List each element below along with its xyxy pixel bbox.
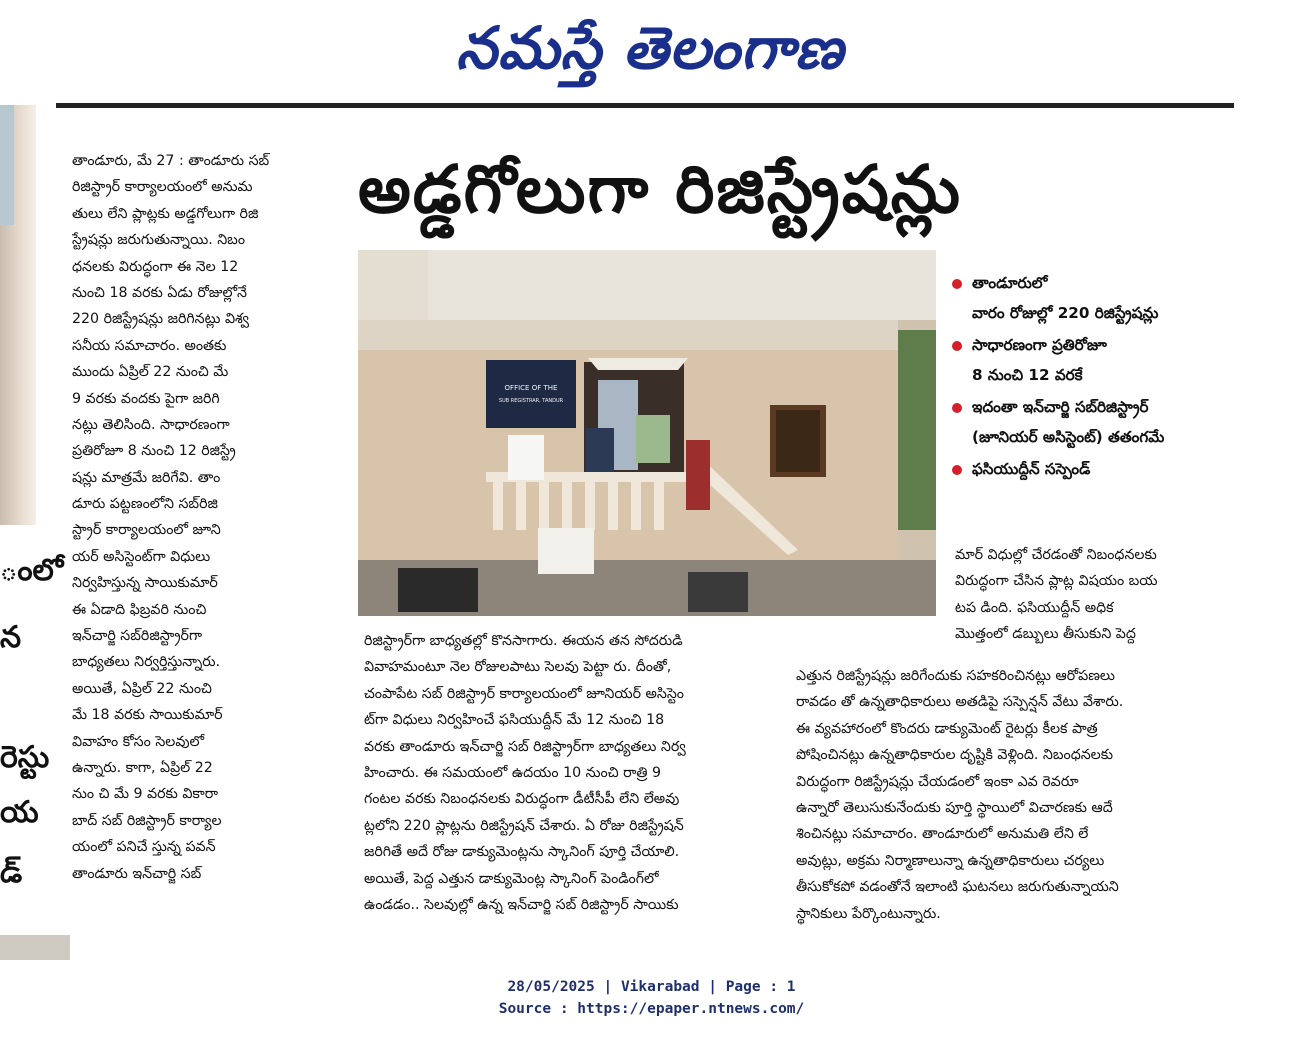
- article-text-line: విరుద్ధంగా చేసిన ప్లాట్ల విషయం బయ: [955, 573, 1158, 590]
- highlight-item: ఇదంతా ఇన్‌చార్జి సబ్‌రిజిస్ట్రార్ (జూనియర్ అసిస్టెంట్) తతంగమే: [950, 392, 1240, 452]
- article-text-line: నట్లు తెలిసింది. సాధారణంగా: [72, 416, 230, 433]
- article-text-line: అయితే, పెద్ద ఎత్తున డాక్యుమెంట్ల స్కానింగ్ పెండింగ్‌లో: [364, 870, 659, 887]
- article-text-line: డూరు పట్టణంలోని సబ్‌రిజి: [72, 496, 218, 513]
- article-text-line: వివాహం కోసం సెలవులో: [72, 733, 205, 750]
- bullet-dot-icon: [952, 341, 962, 351]
- article-text-line: ట్‌గా విధులు నిర్వహించే ఫసియుద్దీన్ మే 12 నుంచి 18: [364, 712, 665, 729]
- bullet-dot-icon: [952, 279, 962, 289]
- article-text-line: ఉన్నారో తెలుసుకునేందుకు పూర్తి స్థాయిలో విచారణకు ఆదే: [796, 799, 1113, 816]
- article-text-line: ఎత్తున రిజిస్ట్రేషన్లు జరిగేందుకు సహకరించినట్లు ఆరోపణలు: [796, 668, 1115, 684]
- article-text-line: యర్ అసిస్టెంట్‌గా విధులు: [72, 548, 211, 565]
- article-text-line: నుం చి మే 9 వరకు వికారా: [72, 786, 219, 803]
- article-column-middle: [364, 628, 772, 918]
- left-clipped-word: ంలో: [0, 553, 64, 588]
- article-text-line: స్థానికులు పేర్కొంటున్నారు.: [796, 905, 941, 922]
- article-text-line: చంపాపేట సబ్ రిజిస్ట్రార్ కార్యాలయంలో జూనియర్ అసిస్టెం: [364, 685, 684, 702]
- article-column-right-top: [955, 542, 1231, 648]
- article-text-line: స్ట్రేషన్లు జరుగుతున్నాయి. నిబం: [72, 232, 246, 249]
- building-photo-illustration: [358, 250, 936, 616]
- article-text-line: షన్లు మాత్రమే జరిగేవి. తాం: [72, 469, 221, 486]
- highlight-item: ఫసియుద్దీన్ సస్పెండ్: [950, 454, 1240, 484]
- footer-date-line: 28/05/2025 | Vikarabad | Page : 1: [507, 979, 796, 995]
- photo-board-line-2: SUB REGISTRAR, TANDUR: [498, 398, 564, 404]
- article-text-line: ఉండడం.. సెలవుల్లో ఉన్న ఇన్‌చార్జి సబ్ రిజిస్ట్రార్ సాయికు: [364, 896, 679, 913]
- article-text-line: బాధ్యతలు నిర్వర్తిస్తున్నారు.: [72, 654, 221, 671]
- article-headline: అడ్డగోలుగా రిజిస్ట్రేషన్లు: [358, 151, 962, 228]
- article-text-line: పోషించినట్లు ఉన్నతాధికారుల దృష్టికి వెళ్లింది. నిబంధనలకు: [796, 747, 1114, 764]
- article-text-line: ఉన్నారు. కాగా, ఏప్రిల్ 22: [72, 759, 213, 776]
- masthead-logo: నమస్తే తెలంగాణ: [456, 14, 844, 82]
- article-text-line: తీసుకోకపో వడంతోనే ఇలాంటి ఘటనలు జరుగుతున్నాయని: [796, 879, 1119, 896]
- article-text-line: శించినట్లు సమాచారం. తాండూరులో అనుమతి లేని లే: [796, 826, 1089, 843]
- article-text-line: టప డింది. ఫసియుద్దీన్ అధిక: [955, 599, 1114, 616]
- highlight-item: తాండూరులో వారం రోజుల్లో 220 రిజిస్ట్రేషన్లు: [950, 268, 1240, 328]
- highlights-box: [950, 268, 1240, 486]
- article-text-line: ముందు ఏప్రిల్ 22 నుంచి మే: [72, 364, 229, 381]
- article-text-line: 220 రిజిస్ట్రేషన్లు జరిగినట్లు విశ్వ: [72, 311, 250, 328]
- bullet-dot-icon: [952, 403, 962, 413]
- article-text-line: హించారు. ఈ సమయంలో ఉదయం 10 నుంచి రాత్రి 9: [364, 764, 662, 781]
- left-clipped-word: రెస్టు: [0, 740, 50, 775]
- article-text-line: అయితే, ఏప్రిల్ 22 నుంచి: [72, 680, 212, 697]
- highlight-item: సాధారణంగా ప్రతిరోజూ 8 నుంచి 12 వరకే: [950, 330, 1240, 390]
- article-text-line: 9 వరకు వందకు పైగా జరిగి: [72, 390, 220, 407]
- article-photo: [358, 250, 936, 616]
- article-text-line: సనీయ సమాచారం. అంతకు: [72, 337, 227, 354]
- article-text-line: ఈ వ్యవహారంలో కొందరు డాక్యుమెంట్ రైటర్లు కీలక పాత్ర: [796, 720, 1098, 737]
- article-text-line: అవుట్లు, అక్రమ నిర్మాణాలున్నా ఉన్నతాధికారులు చర్యలు: [796, 852, 1105, 869]
- left-clipped-photo-bottom: [0, 935, 70, 960]
- article-text-line: తాండూరు, మే 27 : తాండూరు సబ్: [72, 153, 270, 169]
- left-clipped-word: న: [0, 620, 22, 655]
- article-text-line: ప్రతిరోజూ 8 నుంచి 12 రిజిస్ట్రే: [72, 443, 236, 460]
- page-footer: [0, 976, 1303, 1020]
- bullet-dot-icon: [952, 465, 962, 475]
- article-text-line: బాద్ సబ్ రిజిస్ట్రార్ కార్యాల: [72, 812, 222, 829]
- left-clipped-article: [0, 105, 70, 960]
- article-text-line: రిజిస్ట్రార్ కార్యాలయంలో అనుమ: [72, 179, 253, 196]
- article-text-line: తాండూరు ఇన్‌చార్జి సబ్: [72, 865, 202, 882]
- article-text-line: రిజిస్ట్రార్‌గా బాధ్యతల్లో కొనసాగారు. ఈయన తన సోదరుడి: [364, 633, 683, 649]
- article-text-line: స్ట్రార్ కార్యాలయంలో జూని: [72, 522, 221, 539]
- article-text-line: నుంచి 18 వరకు ఏడు రోజుల్లోనే: [72, 284, 248, 301]
- article-text-line: యంలో పనిచే స్తున్న పవన్: [72, 839, 216, 856]
- left-clipped-word: డ్: [0, 855, 23, 890]
- left-clipped-word: య: [0, 795, 39, 830]
- photo-board-line-1: OFFICE OF THE: [504, 384, 558, 392]
- article-text-line: ఈ ఏడాది ఫిబ్రవరి నుంచి: [72, 601, 207, 618]
- article-text-line: ట్లలోని 220 ప్లాట్లను రిజిస్ట్రేషన్ చేశారు. ఏ రోజు రిజిస్ట్రేషన్: [364, 817, 684, 834]
- article-text-line: నిర్వహిస్తున్న సాయికుమార్: [72, 575, 218, 592]
- article-column-left: [72, 148, 354, 887]
- masthead-rule: [56, 103, 1234, 108]
- article-text-line: ఇన్‌చార్జి సబ్‌రిజిస్ట్రార్‌గా: [72, 628, 203, 645]
- article-text-line: జరిగితే అదే రోజు డాక్యుమెంట్లను స్కానింగ్ పూర్తి చేయాలి.: [364, 844, 680, 861]
- article-text-line: మే 18 వరకు సాయికుమార్: [72, 707, 223, 724]
- article-text-line: గంటల వరకు నిబంధనలకు విరుద్ధంగా డీటీసీపీ లేని లేఅవు: [364, 791, 680, 808]
- article-text-line: వరకు తాండూరు ఇన్‌చార్జి సబ్ రిజిస్ట్రార్‌గా బాధ్యతలు నిర్వ: [364, 738, 686, 755]
- article-text-line: విరుద్ధంగా రిజిస్ట్రేషన్లు చేయడంలో ఇంకా ఎవ రెవరూ: [796, 773, 1079, 790]
- article-text-line: మార్ విధుల్లో చేరడంతో నిబంధనలకు: [955, 547, 1157, 563]
- footer-source-line: Source : https://epaper.ntnews.com/: [498, 1001, 805, 1017]
- article-column-right: [796, 663, 1232, 927]
- article-text-line: వివాహమంటూ నెల రోజులపాటు సెలవు పెట్టా రు. దీంతో,: [364, 659, 672, 676]
- article-text-line: రావడం తో ఉన్నతాధికారులు అతడిపై సస్పెన్షన్ వేటు వేశారు.: [796, 694, 1124, 711]
- article-text-line: తులు లేని ప్లాట్లకు అడ్డగోలుగా రిజి: [72, 205, 259, 222]
- left-clipped-photo-edge: [0, 105, 14, 225]
- article-text-line: ధనలకు విరుద్ధంగా ఈ నెల 12: [72, 258, 239, 275]
- article-text-line: మొత్తంలో డబ్బులు తీసుకుని పెద్ద: [955, 626, 1136, 643]
